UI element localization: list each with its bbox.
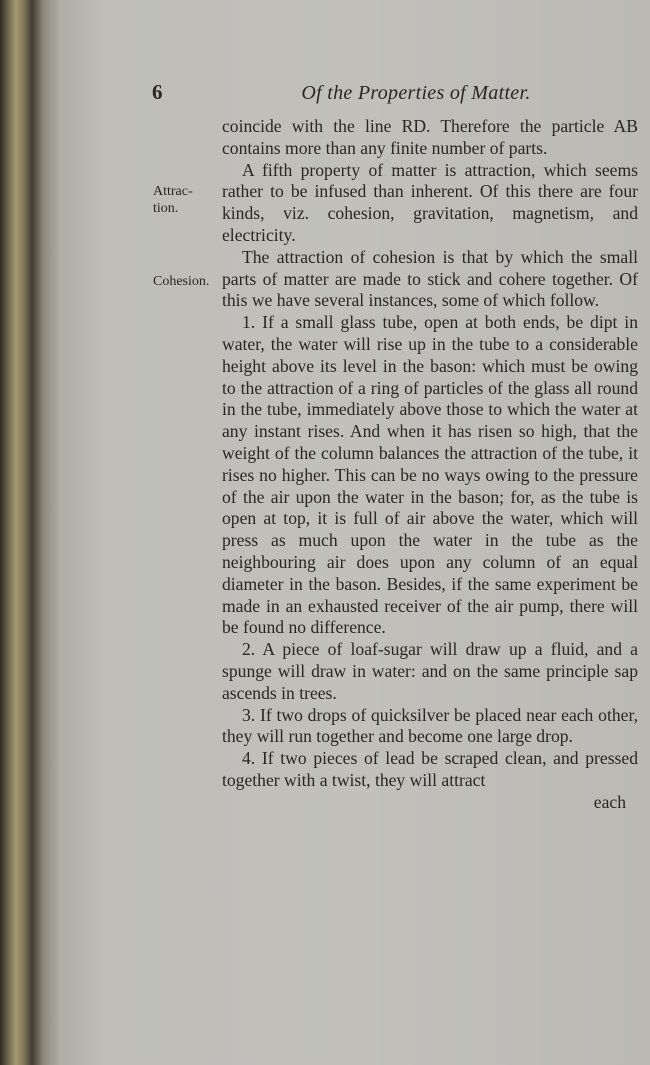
book-spine-gutter [0, 0, 62, 1065]
paragraph-cohesion: The attraction of cohesion is that by which the small parts of matter are made to stick and cohere together. Of this we have several instances, some of which follow. [222, 246, 638, 311]
paragraph-continued: coincide with the line RD. Therefore the particle AB contains more than any finite number of parts. [222, 116, 638, 158]
paragraph-instance-2: 2. A piece of loaf-sugar will draw up a fluid, and a spunge will draw in water: and on the same principle sap ascends in trees. [222, 639, 638, 703]
page-header [152, 80, 640, 112]
margin-note-cohesion: Cohesion. [153, 274, 210, 289]
page-number: 6 [152, 80, 163, 104]
paragraph-instance-4: 4. If two pieces of lead be scraped clean, and pressed together with a twist, they will attract [222, 748, 638, 790]
paragraph-fifth-property: A fifth property of matter is attraction, which seems rather to be infused than inherent. Of this there are four kinds, viz. cohesion, gravitation, magnetism, and electricity. [222, 159, 638, 245]
running-title: Of the Properties of Matter. [301, 82, 531, 104]
paragraph-instance-3: 3. If two drops of quicksilver be placed near each other, they will run together and become one large drop. [222, 704, 638, 747]
body-text [222, 116, 638, 814]
paragraph-instance-1: 1. If a small glass tube, open at both ends, be dipt in water, the water will rise up in the tube to a considerable height above its level in the bason: which must be owing to the attraction of a ring of particles of the glass all round in the tube, immediately above those to which the water at any instant rises. And when it has risen so high, that the weight of the column balances the attraction of the tube, it rises no higher. This can be no ways owing to the pressure of the air upon the water in the bason; for, as the tube is open at top, it is full of air above the water, which will press as much upon the water in the tube as the neighbouring air does upon any column of an equal diameter in the bason. Besides, if the same experiment be made in an exhausted receiver of the air pump, there will be found no difference. [222, 312, 638, 638]
catchword: each [593, 791, 626, 812]
margin-note-attraction: Attrac- tion. [153, 184, 193, 216]
